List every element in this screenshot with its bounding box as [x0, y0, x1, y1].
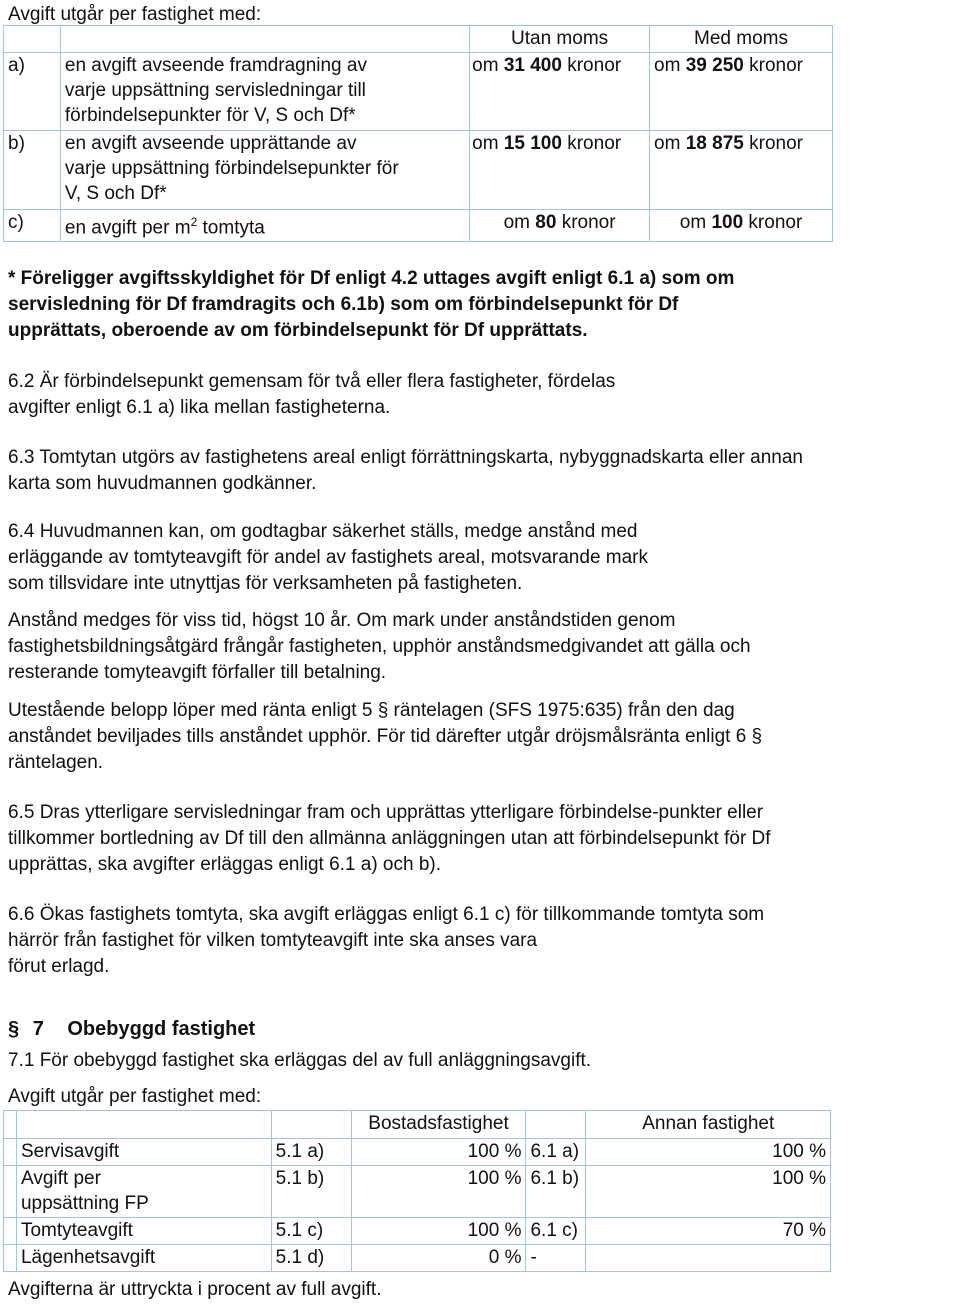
- header-bostad: Bostadsfastighet: [351, 1111, 526, 1139]
- header-with-vat: Med moms: [650, 26, 833, 53]
- table-row: a) en avgift avseende framdragning av varje uppsättning servisledningar till förbindelsepunkter för V, S och Df* om 31 400 kronor om 39 250 kronor: [4, 53, 833, 131]
- para-6-5: upprättas, ska avgifter erläggas enligt 6.1 a) och b).: [8, 854, 442, 875]
- section-7-heading: § 7 Obebyggd fastighet: [8, 1018, 256, 1040]
- para-6-4: erläggande av tomtyteavgift för andel av fastighets areal, motsvarande mark: [8, 547, 649, 568]
- para-6-4-interest: Utestående belopp löper med ränta enligt 5 § räntelagen (SFS 1975:635) från den dag: [8, 700, 735, 721]
- paragraph-sign: §: [8, 1018, 20, 1040]
- table-row: b) en avgift avseende upprättande av varje uppsättning förbindelsepunkter för V, S och Df* om 15 100 kronor om 18 875 kronor: [4, 131, 833, 210]
- fee-table-2: [3, 1110, 831, 1272]
- fee-table-1: [3, 25, 833, 242]
- header-without-vat: Utan moms: [470, 26, 650, 53]
- para-6-4-deferral: fastighetsbildningsåtgärd frångår fastigheten, upphör anståndsmedgivandet att gälla och: [8, 636, 751, 657]
- table-row: c) en avgift per $m^2$ tomtyta om 80 kronor om 100 kronor: [4, 210, 833, 242]
- footnote-line: servisledning för Df framdragits och 6.1b) som om förbindelsepunkt för Df: [8, 294, 679, 315]
- para-6-3: 6.3 Tomtytan utgörs av fastighetens areal enligt förrättningskarta, nybyggnadskarta eller annan: [8, 447, 803, 468]
- footnote-line: upprättats, oberoende av om förbindelsepunkt för Df upprättats.: [8, 320, 588, 341]
- para-6-6: härrör från fastighet för vilken tomtyteavgift inte ska anses vara: [8, 930, 538, 951]
- para-6-2: 6.2 Är förbindelsepunkt gemensam för två eller flera fastigheter, fördelas: [8, 371, 616, 392]
- para-6-4: som tillsvidare inte utnyttjas för verksamheten på fastigheten.: [8, 573, 523, 594]
- table2-footer: Avgifterna är uttryckta i procent av full avgift.: [8, 1279, 382, 1300]
- table1-intro: Avgift utgår per fastighet med:: [8, 4, 262, 25]
- para-6-4-deferral: Anstånd medges för viss tid, högst 10 år. Om mark under anståndstiden genom: [8, 610, 676, 631]
- table-row: Tomtyteavgift 5.1 c) 100 % 6.1 c) 70 %: [4, 1218, 831, 1245]
- para-6-4: 6.4 Huvudmannen kan, om godtagbar säkerhet ställs, medge anstånd med: [8, 521, 638, 542]
- table2-intro: Avgift utgår per fastighet med:: [8, 1086, 262, 1107]
- para-6-2: avgifter enligt 6.1 a) lika mellan fastigheterna.: [8, 397, 391, 418]
- para-6-5: tillkommer bortledning av Df till den allmänna anläggningen utan att förbindelsepunkt för Df: [8, 828, 771, 849]
- table-row: Servisavgift 5.1 a) 100 % 6.1 a) 100 %: [4, 1139, 831, 1166]
- para-6-6: 6.6 Ökas fastighets tomtyta, ska avgift erläggas enligt 6.1 c) för tillkommande tomtyta som: [8, 904, 765, 925]
- para-6-4-interest: räntelagen.: [8, 752, 104, 773]
- para-6-3: karta som huvudmannen godkänner.: [8, 473, 317, 494]
- para-6-4-interest: anståndet beviljades tills anståndet upphör. För tid därefter utgår dröjsmålsränta enligt 6 §: [8, 726, 763, 747]
- para-6-6: förut erlagd.: [8, 956, 110, 977]
- para-6-5: 6.5 Dras ytterligare servisledningar fram och upprättas ytterligare förbindelse-punkter eller: [8, 802, 764, 823]
- header-annan: Annan fastighet: [586, 1111, 831, 1139]
- footnote-line: * Föreligger avgiftsskyldighet för Df enligt 4.2 uttages avgift enligt 6.1 a) som om: [8, 268, 735, 289]
- para-6-4-deferral: resterande tomyteavgift förfaller till betalning.: [8, 662, 387, 683]
- table-row: Avgift per uppsättning FP 5.1 b) 100 % 6.1 b) 100 %: [4, 1166, 831, 1218]
- table-row: Lägenhetsavgift 5.1 d) 0 % -: [4, 1245, 831, 1272]
- para-7-1: 7.1 För obebyggd fastighet ska erläggas del av full anläggningsavgift.: [8, 1050, 592, 1071]
